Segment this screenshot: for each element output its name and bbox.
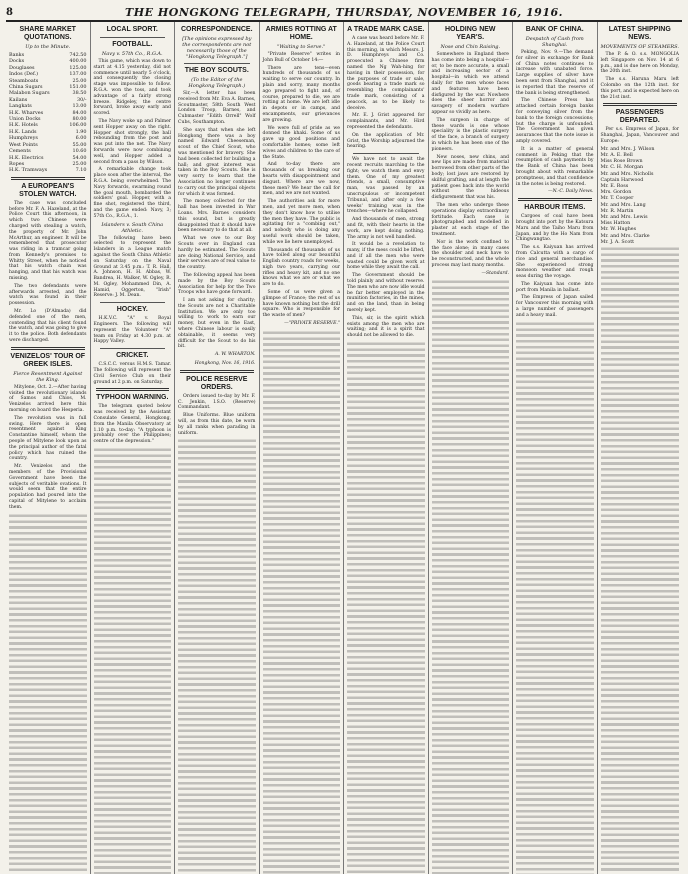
share-value: 54.00 [72, 154, 87, 161]
article-paragraph: This, sir, is the spirit which exists among the men who are waiting; and it is a spirit that should not be allowed to die. [347, 315, 425, 339]
article-heading: TYPHOON WARNING. [96, 394, 169, 402]
article-paragraph: Some of us were given a glimpse of France; the rest of us have known nothing but the drill square. Who is responsible for the waste of men? [262, 290, 340, 319]
signature: A. W. WHARTON. [214, 352, 256, 358]
article-paragraph: The Government should be told plainly and without reserve. The men who are now idle would be far better employed in the munition factories, in the mines, and on the land, than in being merely kept. [347, 273, 425, 314]
article-subheading: Navy v. 57th Co., R.G.A. [101, 51, 163, 57]
text-filler [9, 513, 87, 874]
share-value: 30/- [76, 96, 87, 103]
share-value: 7.10 [75, 167, 87, 174]
article-paragraph: The men who undergo these operations display extraordinary fortitude. Each case is photographed and modelled in plaster at each stage of the treatment. [431, 202, 509, 237]
section-heading: CORRESPONDENCE. [180, 26, 253, 33]
article-heading: HOLDING NEW YEAR'S. [444, 26, 496, 41]
article-paragraph: Nor is the work confined to the face alone; in many cases the shoulder and neck have to be reconstructed, and the whole process may last many months. [431, 239, 509, 268]
passenger-entry: Mr. J. A. Scott [600, 239, 635, 245]
share-name: H.K. Tramways [9, 167, 48, 174]
passenger-entry: Mr. T. Cooper [600, 196, 634, 202]
text-filler [601, 246, 680, 874]
article-subheading: MOVEMENTS OF STEAMERS. [600, 44, 679, 50]
section-note: [The opinions expressed by the correspondents are not necessarily those of the "Hongkong Telegraph."] [182, 36, 252, 60]
article-subheading: "Waiting to Serve." [277, 44, 326, 50]
text-filler [347, 341, 425, 874]
column-6 [429, 22, 514, 874]
article-subheading: Islanders v. South China Athletic. [101, 221, 164, 234]
share-value: 137.00 [69, 71, 87, 78]
article-paragraph: Mitylene, Oct. 2.—After having visited the revolutionary islands of Samos and Chios, M. Venizelos arrived here this morning on board the Hesperia. [9, 384, 87, 414]
article-paragraph: Mr. E. J. Grist appeared for complainants, and Mr. Hird represented the defendants. [347, 113, 425, 130]
article-paragraph: Cargoes of coal have been brought into port by the Katsura Maru and the Taiho Maru from Japan, and by the Ho Nam from Chingwangtao. [516, 214, 594, 243]
share-value: 25.00 [72, 160, 87, 167]
share-name: Docks [9, 58, 25, 65]
divider [603, 103, 678, 106]
share-value: 10.60 [72, 148, 87, 155]
share-value: 1.90 [75, 128, 87, 135]
share-name: Indos (Def.) [9, 71, 39, 78]
share-row [9, 167, 87, 173]
divider [353, 153, 419, 154]
share-value: 6.00 [75, 135, 87, 142]
article-heading: PASSENGERS DEPARTED. [615, 109, 664, 125]
divider [96, 388, 170, 391]
divider [11, 177, 85, 180]
share-row [9, 90, 87, 96]
signature: —"PRIVATE RESERVE." [284, 321, 340, 327]
passenger-entry: Mrs. Gordon [600, 190, 632, 196]
article-paragraph: The Kaiyuan has come into port from Manila in ballast. [516, 281, 594, 293]
share-name: Ropes [9, 160, 25, 167]
column-1 [6, 22, 91, 874]
passenger-entry: Miss Rose Brown [600, 159, 643, 165]
article-heading: BANK OF CHINA. [525, 26, 584, 33]
text-filler [432, 279, 510, 874]
column-7 [513, 22, 598, 874]
passenger-list [601, 147, 680, 246]
article-paragraph: The Chinese Press has attacked certain foreign banks for conveying silver from the bank to the foreign concessions; but the charge is unfounded. The Government has given assurances that the note issue is amply covered. [516, 98, 594, 144]
passenger-entry: Mr. R. Martin [600, 208, 634, 214]
article-heading: THE BOY SCOUTS. [184, 67, 249, 74]
article-paragraph: And thousands of men, strong and fit, with their hearts in the work, are kept doing nothing. The army is not well handled. [347, 217, 425, 240]
share-name: Douglases [9, 64, 35, 71]
passenger-entry: Mr. and Mrs. Lang [600, 202, 646, 208]
share-name: Cements [9, 148, 31, 155]
share-value: 55.00 [72, 141, 87, 148]
article-paragraph: On the application of Mr. Grist, the Worship adjourned the hearing. [347, 132, 425, 150]
share-name: H.K. Electrics [9, 154, 44, 161]
share-name: China Sugars [9, 84, 43, 91]
text-filler [516, 321, 594, 874]
article-heading: HARBOUR ITEMS. [524, 204, 586, 212]
article-paragraph: A remarkable change took place soon after the interval, the R.G.A. being overwhelmed. The Navy forwards, swarming round the goal mouth, bombarded the soldiers' goal. Hopper, with a fine shot, registered the third, and the game ended: Navy, 3; 57th Co., R.G.A., 1. [93, 167, 171, 219]
article-paragraph: The s.s. Kaiyuan has arrived from Calcutta with a cargo of rice and general merchandise. She experienced strong monsoon weather and rough seas during the voyage. [516, 245, 594, 280]
article-paragraph: Sir,—A letter has been received from Mr. Eva A. Barnes, Scoutmaster, 58th South West London Troop, Barnes, and Cubmaster "Edith Orrell" Wolf Cubs, Southampton. [178, 91, 256, 125]
article-paragraph: The revolution was in full swing. Here there is open resentment against King Constantine himself, whom the people of Mitylene look upon as the principal author of the fatal policy which has ruined the country. [9, 415, 87, 462]
article-paragraph: And to-day there are thousands of us breaking our hearts with disappointment and disgust. Where are we now, these men? We hear the call for men, and we are not wanted. [262, 162, 340, 197]
article-paragraph: C.S.C.C. versus H.M.S. Tamar. The following will represent the Civil Service Club on their ground at 2 p.m. on Saturday. [93, 362, 171, 385]
article-paragraph: Mr. Venizelos and the members of the Provisional Government have been the subjects of veritable ovations. It would seem that the entire population had poured into the capital of Mitylene to acclaim them. [9, 464, 87, 510]
share-value: 106.00 [69, 122, 87, 129]
article-paragraph: Blue Uniforms. Blue uniform will, as from this date, be worn by all ranks when parading in uniform. [178, 413, 256, 436]
article-heading: VENIZELOS' TOUR OF GREEK ISLES. [10, 352, 86, 368]
article-paragraph: Orders issued to-day by Mr. F. C. Jenkin, I.S.O. (Reserve) Commandant. [178, 393, 256, 411]
column-2 [91, 22, 176, 874]
divider [11, 347, 85, 350]
passenger-entry: Miss Hatton [600, 221, 631, 227]
column-5 [344, 22, 429, 874]
article-paragraph: It would be a revelation to many, if the mess could be lifted, and if all the men who were wasted could be given work at home while they await the call. [347, 242, 425, 271]
article-paragraph: The following have been selected to represent the Islanders in a League match against the South China Athletic on Saturday on the Naval Ground at 3.45 p.m.: T. R. Hall, A. Johnson, H. H. Abbas, W. Bandrea, H. Walker, W. Ogley, R. M. Ogley, Mohammed Din, A. Hamid, Oggerton, "Irish" Reserve: J. M. Dean. [93, 235, 171, 299]
share-value: 400.00 [69, 58, 87, 65]
divider [180, 370, 254, 373]
article-paragraph: I am not asking for charity; the Scouts are not a Charitable Institution. We are only too willing to work to earn our money, but even in the East, where Chinese labour is easily obtainable, it seems very difficult for the Scout to do his bit. [178, 298, 256, 350]
share-value: 25.00 [72, 77, 87, 84]
share-name: Kailans [9, 96, 28, 103]
article-heading: FOOTBALL. [112, 41, 153, 48]
article-paragraph: The s.s. Haruna Maru left Colombo on the 12th inst. for this port, and is expected here on the 21st inst. [600, 77, 679, 100]
share-name: Steamboats [9, 77, 39, 84]
dateline: Hongkong, Nov. 16, 1916. [194, 361, 256, 367]
masthead [6, 4, 682, 22]
share-market-heading: SHARE MARKET QUOTATIONS. [19, 26, 76, 41]
article-paragraph: Per s.s. Empress of Japan, for Shanghai, Japan, Vancouver and Europe: [600, 127, 679, 144]
article-paragraph: The Empress of Japan sailed for Vancouver this morning with a large number of passengers and a heavy mail. [516, 295, 594, 318]
column-8 [598, 22, 683, 874]
passenger-entry: Mr. A. E. Bell [600, 152, 633, 158]
article-paragraph: "Private Reserve" writes in John Bull of October 14:— [262, 52, 340, 63]
page-number: 8 [6, 6, 13, 18]
article-paragraph: The case was concluded before Mr. F. A. Hazeland, at the Police Court this afternoon, in which two Chinese were charged with stealing a watch, the property of Mr. John McArthur, an engineer. It will be remembered that prosecutor was riding in a tramcar going from Kennedy's premises to Whitty Street, when he noticed that his watch chain was hanging, and that his watch was missing. [9, 200, 87, 282]
passenger-entry: Mr. W. Hughes [600, 227, 637, 233]
divider [518, 198, 592, 201]
share-name: Union Docks [9, 116, 41, 123]
article-heading: POLICE RESERVE ORDERS. [186, 375, 248, 391]
share-value: 125.00 [69, 64, 87, 71]
text-filler [94, 447, 172, 874]
share-value: 80.00 [72, 116, 87, 123]
signature: —Standard. [481, 270, 509, 276]
share-name: West Points [9, 141, 38, 148]
divider [100, 37, 166, 38]
article-heading: LATEST SHIPPING NEWS. [608, 26, 671, 41]
share-name: Langkats [9, 103, 32, 110]
share-name: H.K. Lands [9, 128, 37, 135]
passenger-entry: Mr. and Mrs. Nicholls [600, 171, 654, 177]
share-value: 84.00 [72, 109, 87, 116]
article-paragraph: We were full of pride as we donned the khaki. Some of us gave up good positions and comfortable homes; some left wives and children to the care of the State. [262, 125, 340, 160]
article-paragraph: The Navy woke up and Palmer sent Hopper away on the right. Hopper shot strongly, the ball rebounding from the post and was put into the net. The Navy forwards were now combining well, and Hopper added a second from a pass by Wilson. [93, 118, 171, 165]
column-4 [260, 22, 345, 874]
section-heading: LOCAL SPORT. [106, 26, 158, 33]
share-value: 151.00 [69, 84, 87, 91]
passenger-entry: Mr. E. Ross [600, 183, 629, 189]
article-paragraph: This game, which was down to start at 4.15 yesterday, did not commence until nearly 5 o'clock, and consequently the closing stage was impossible to follow. R.G.A. won the toss, and took advantage of a fairly strong breeze. Ridgeley, the centre forward, broke away early and scored. [93, 59, 171, 117]
text-filler [178, 438, 256, 874]
divider [184, 63, 250, 64]
divider [100, 348, 166, 349]
article-paragraph: The P. & O. s.s. MONGOLIA left Singapore on Nov. 14 at 6 p.m., and is due here on Monday, the 20th inst. [600, 52, 679, 75]
article-paragraph: H.K.V.C. "A" v. Royal Engineers. The following will represent the Volunteer "A" team on Friday at 4.30 p.m. at Happy Valley. [93, 316, 171, 345]
text-filler [263, 330, 341, 874]
article-paragraph: The following appeal has been made by the Boy Scouts Association for help for the Two Troops who have gone forward. [178, 272, 256, 296]
article-heading: CRICKET. [116, 352, 149, 360]
share-value: 13.00 [72, 103, 87, 110]
article-paragraph: The money collected for the hall has been invested in War Loans. Mrs. Barnes considers this sound, but is greatly disappointed that it should have been necessary to do that at all. [178, 199, 256, 234]
article-paragraph: New noses, new chins, and new lips are made from material borrowed from other parts of the body; lost jaws are restored by skilful grafting, and at length the patient goes back into the world without the hideous disfigurement that was his. [431, 154, 509, 201]
article-paragraph: We have not to await the recent recruits marching to the fight; we watch them and envy them. One of my greatest friends, a small, consumptive man, was passed by an unscrupulous or incompetent Tribunal, and after only a few weeks' training was in the trenches—where he collapsed. [347, 157, 425, 215]
share-name: Humphreys [9, 135, 38, 142]
article-heading: A EUROPEAN'S STOLEN WATCH. [19, 182, 77, 198]
share-name: H.K. Wharves [9, 109, 44, 116]
article-paragraph: The surgeon in charge of these wards is one whose speciality is the plastic surgery of the face, a branch of surgery in which he has been one of the pioneers. [431, 117, 509, 152]
article-subheading: (To the Editor of the Hongkong Telegraph.) [188, 77, 246, 89]
article-paragraph: The authorities ask for more men, and yet more men, when they don't know how to utilise the men they have. The public is agitating for a "combing out," and nobody who is doing any useful work should be taken, while we lie here unemployed. [262, 199, 340, 245]
signature: —N.-C. Daily News. [547, 189, 594, 195]
article-subheading: Nose and Chin Raising. [440, 44, 501, 50]
article-subheading: Despatch of Cash from Shanghai. [525, 36, 584, 48]
article-paragraph: She says that when she left Hongkong there was a boy named Edward Cheeseman, scout of the Chief Scout, who was mentioned for bravery. She had been collected for building a hall; and great interest was taken in the Boy Scouts. She is very sorry to learn that the Association no longer continues to carry out the principal objects for which it was formed. [178, 127, 256, 197]
newspaper-title: THE HONGKONG TELEGRAPH, THURSDAY, NOVEMBER 16, 1916. [125, 5, 563, 19]
article-paragraph: Thousands of thousands of us have toiled along our beautiful English country roads for weeks, nigh two years, carrying our rifles and heavy kit, and no one knows what we are or what we are to do. [262, 247, 340, 288]
column-3 [175, 22, 260, 874]
share-name: Malabon Sugars [9, 90, 50, 97]
passenger-entry: Captain Harwood [600, 177, 644, 183]
share-name: Banks [9, 52, 25, 58]
share-value: 38.50 [72, 90, 87, 97]
article-paragraph: Peking, Nov. 9.—The demand for silver in exchange for Bank of China notes continues to increase with unabated force. Large supplies of silver have been sent from Shanghai, and it is reported that the reserve of the bank is being strengthened. [516, 50, 594, 96]
article-paragraph: It is a matter of general comment in Peking that the resumption of cash payments by the Bank of China has been brought about with remarkable promptness, and that confidence in the notes is being restored. [516, 146, 594, 187]
article-heading: A TRADE MARK CASE. [347, 26, 425, 33]
article-paragraph: A case was heard before Mr. F. A. Hazeland, at the Police Court this morning, in which Messrs. J. D. Humphreys and Co. prosecuted a Chinese firm named the Ng Wah-hing for having in their possession, for the purposes of trade or sale, goods bearing a trade mark so resembling the complainants' trade mark, consisting of a peacock, as to be likely to deceive. [347, 36, 425, 111]
columns [6, 22, 682, 874]
article-paragraph: Somewhere in England there has come into being a hospital—or, to be more accurate, a small and increasing sector of a hospital—in which we attend daily for the men whose faces and features have been disfigured by the war. Nowhere does the sheer horror and savagery of modern warfare appear so vividly as here. [431, 52, 509, 115]
passenger-entry: Mr. and Mrs. Lewis [600, 215, 648, 220]
passenger-entry: Mr. and Mrs. Clarke [600, 233, 650, 239]
divider [100, 302, 166, 303]
article-heading: HOCKEY. [116, 306, 148, 314]
passenger-entry: Mr. and Mrs. J. Wilson [600, 146, 655, 152]
article-subheading: Fierce Resentment Against the King. [13, 370, 83, 383]
article-paragraph: What we owe to our Boy Scouts over in England can hardly be estimated. The Scouts are doing National Service, and their services are of real value to the country. [178, 236, 256, 271]
article-heading: ARMIES ROTTING AT HOME. [265, 26, 337, 41]
article-paragraph: Mr. Lo (D'Almada) did defended one of the men, contending that his client found the watch, and was going to give it to the police. Both defendants were discharged. [9, 309, 87, 344]
share-market-subheading: Up to the Minute. [25, 44, 71, 50]
article-paragraph: The telegram quoted below was received by the Assistant Consulate General, Hongkong, from the Manila Observatory at 1.10 p.m. to-day: "A typhoon is probably over the Philippines; centre of the depression." [93, 404, 171, 445]
share-quotations-table [9, 52, 87, 174]
share-name: H.K. Hotels [9, 122, 38, 129]
article-paragraph: The two defendants were afterwards arrested, and the watch was found in their possession. [9, 283, 87, 307]
article-paragraph: There are tens—even hundreds of thousands of us waiting to serve our country. In plain and sorry, many months ago prepared to fight and, of course, prepared to die, we are rotting at home. We are left idle in depots or in camps, and encampments, our grievances are growing. [262, 65, 340, 123]
share-value: 742.50 [69, 52, 87, 58]
passenger-entry: Mr. C. H. Morgan [600, 165, 644, 171]
